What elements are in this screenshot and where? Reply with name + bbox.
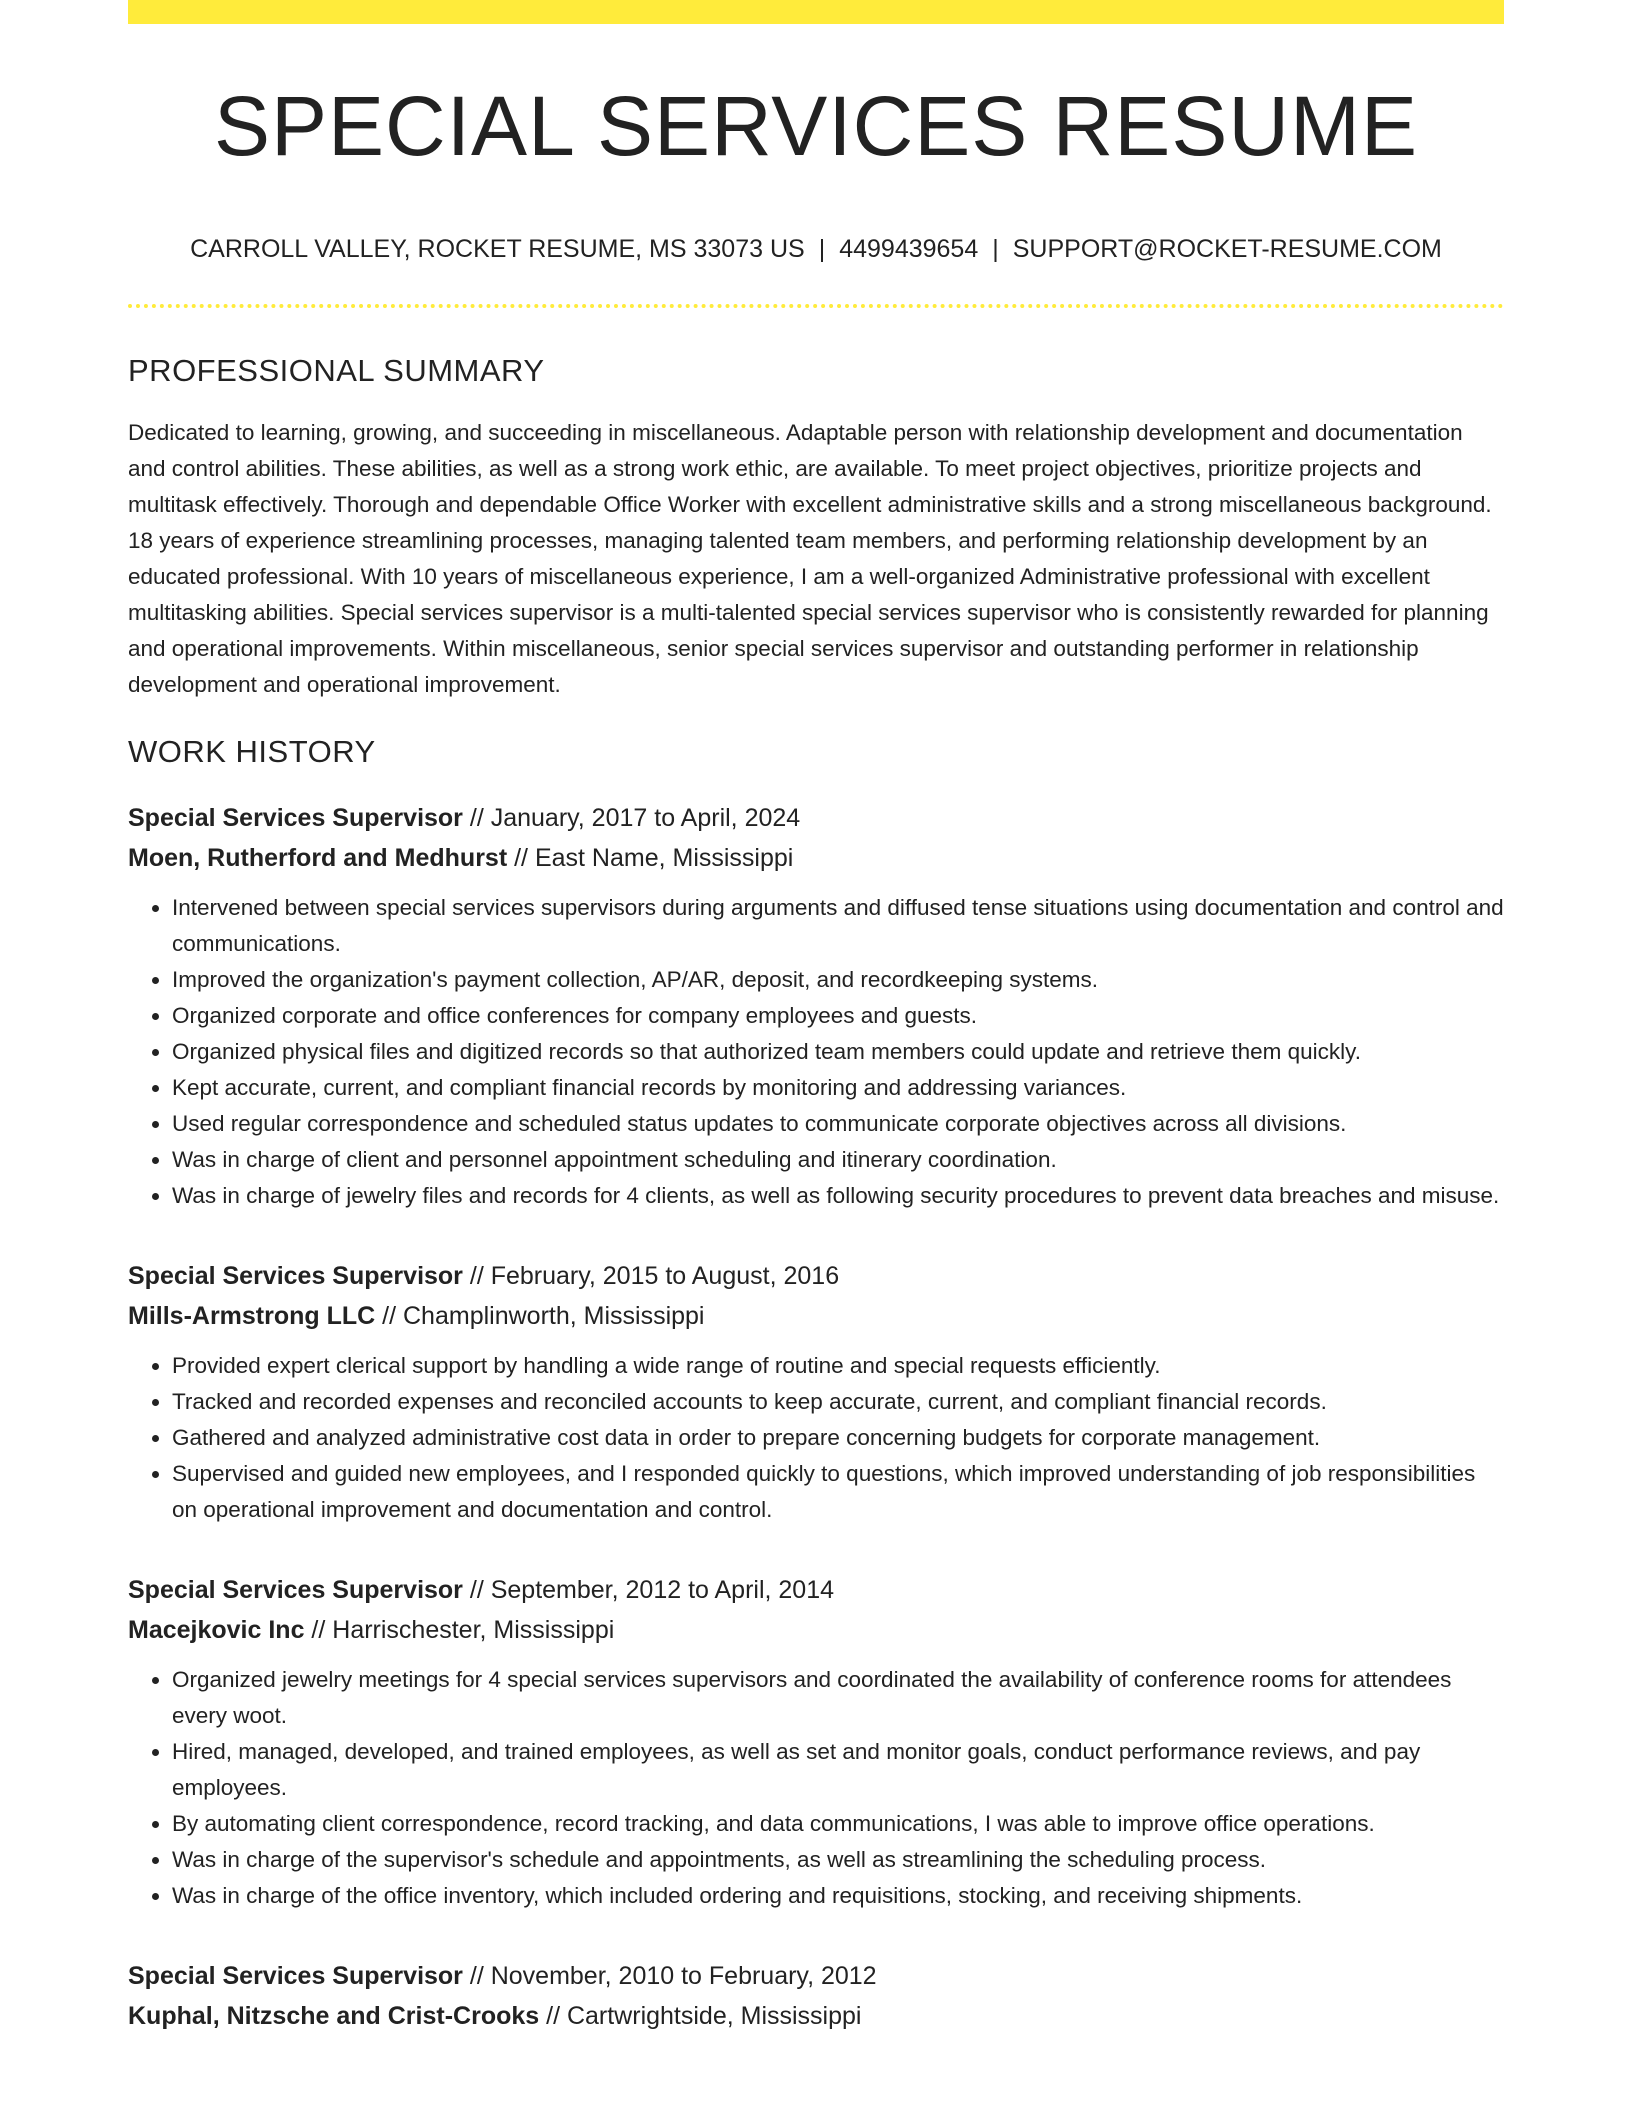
- job-location: // East Name, Mississippi: [507, 844, 794, 873]
- contact-phone: 4499439654: [839, 235, 979, 263]
- job-dates: // January, 2017 to April, 2024: [462, 804, 801, 833]
- professional-summary-section: [128, 352, 1504, 703]
- job-bullet: • Kept accurate, current, and compliant financial records by monitoring and addressing variances.: [172, 1070, 1504, 1106]
- job-company: Kuphal, Nitzsche and Crist-Crooks: [128, 2002, 540, 2031]
- job-bullet: • Supervised and guided new employees, and I responded quickly to questions, which improved understanding of job responsibilities on operational improvement and documentation and control.: [172, 1456, 1504, 1528]
- work-history-section: [128, 733, 1504, 2036]
- job-bullet: • By automating client correspondence, record tracking, and data communications, I was able to improve office operations.: [172, 1806, 1504, 1842]
- job-company: Mills-Armstrong LLC: [128, 1302, 376, 1331]
- job-entry: [128, 1256, 1504, 1528]
- summary-text: Dedicated to learning, growing, and succeeding in miscellaneous. Adaptable person with relationship development and documentation and control abilities. These abilities, as well as a strong work ethic, are available. To meet project objectives, prioritize projects and multitask effectively. Thorough and dependable Office Worker with excellent administrative skills and a strong miscellaneous background. 18 years of experience streamlining processes, managing talented team members, and performing relationship development by an educated professional. With 10 years of miscellaneous experience, I am a well-organized Administrative professional with excellent multitasking abilities. Special services supervisor is a multi-talented special services supervisor who is consistently rewarded for planning and operational improvements. Within miscellaneous, senior special services supervisor and outstanding performer in relationship development and operational improvement.: [128, 420, 1492, 698]
- contact-separator: |: [992, 235, 999, 263]
- job-location: // Cartwrightside, Mississippi: [539, 2002, 862, 2031]
- resume-title: SPECIAL SERVICES RESUME: [213, 79, 1419, 173]
- job-bullet: • Provided expert clerical support by handling a wide range of routine and special requests efficiently.: [172, 1348, 1504, 1384]
- job-company-line: [128, 838, 1504, 878]
- job-role: Special Services Supervisor: [128, 1262, 463, 1291]
- job-title-line: [128, 1570, 1504, 1610]
- job-entry: [128, 1956, 1504, 2036]
- job-location: // Harrischester, Mississippi: [304, 1616, 615, 1645]
- job-bullet: • Tracked and recorded expenses and reconciled accounts to keep accurate, current, and compliant financial records.: [172, 1384, 1504, 1420]
- job-title-line: [128, 1256, 1504, 1296]
- job-company-line: [128, 1296, 1504, 1336]
- summary-heading: PROFESSIONAL SUMMARY: [128, 353, 545, 388]
- job-bullet-list: [128, 1662, 1504, 1914]
- contact-line: [128, 234, 1504, 264]
- accent-top-bar: [128, 0, 1504, 24]
- job-bullet: • Was in charge of the office inventory, which included ordering and requisitions, stocking, and receiving shipments.: [172, 1878, 1504, 1914]
- dotted-divider: [128, 304, 1504, 308]
- job-company-line: [128, 1996, 1504, 2036]
- job-bullet: • Was in charge of jewelry files and records for 4 clients, as well as following security procedures to prevent data breaches and misuse.: [172, 1178, 1504, 1214]
- work-history-heading: WORK HISTORY: [128, 734, 376, 770]
- job-title-line: [128, 798, 1504, 838]
- job-location: // Champlinworth, Mississippi: [375, 1302, 705, 1331]
- job-bullet: • Used regular correspondence and scheduled status updates to communicate corporate objectives across all divisions.: [172, 1106, 1504, 1142]
- job-dates: // February, 2015 to August, 2016: [462, 1262, 840, 1291]
- job-role: Special Services Supervisor: [128, 804, 463, 833]
- job-bullet: • Was in charge of the supervisor's schedule and appointments, as well as streamlining the scheduling process.: [172, 1842, 1504, 1878]
- contact-separator: |: [818, 235, 826, 263]
- job-dates: // September, 2012 to April, 2014: [462, 1576, 835, 1605]
- contact-address: CARROLL VALLEY, ROCKET RESUME, MS 33073 US: [190, 235, 805, 263]
- job-bullet: • Intervened between special services supervisors during arguments and diffused tense situations using documentation and control and communications.: [172, 890, 1504, 962]
- job-company: Moen, Rutherford and Medhurst: [128, 844, 508, 873]
- job-role: Special Services Supervisor: [128, 1962, 463, 1991]
- job-bullet: • Was in charge of client and personnel appointment scheduling and itinerary coordination.: [172, 1142, 1504, 1178]
- job-bullet: • Improved the organization's payment collection, AP/AR, deposit, and recordkeeping systems.: [172, 962, 1504, 998]
- job-dates: // November, 2010 to February, 2012: [462, 1962, 877, 1991]
- job-bullet: • Gathered and analyzed administrative cost data in order to prepare concerning budgets for corporate management.: [172, 1420, 1504, 1456]
- job-company-line: [128, 1610, 1504, 1650]
- job-bullet: • Organized physical files and digitized records so that authorized team members could update and retrieve them quickly.: [172, 1034, 1504, 1070]
- job-company: Macejkovic Inc: [128, 1616, 305, 1645]
- job-bullet: • Hired, managed, developed, and trained employees, as well as set and monitor goals, conduct performance reviews, and pay employees.: [172, 1734, 1504, 1806]
- job-bullet-list: [128, 1348, 1504, 1528]
- job-entry: [128, 1570, 1504, 1914]
- job-role: Special Services Supervisor: [128, 1576, 463, 1605]
- job-bullet: • Organized jewelry meetings for 4 special services supervisors and coordinated the availability of conference rooms for attendees every woot.: [172, 1662, 1504, 1734]
- job-title-line: [128, 1956, 1504, 1996]
- job-bullet-list: [128, 890, 1504, 1214]
- job-bullet: • Organized corporate and office conferences for company employees and guests.: [172, 998, 1504, 1034]
- job-entry: [128, 798, 1504, 1214]
- contact-email: SUPPORT@ROCKET-RESUME.COM: [1012, 235, 1442, 263]
- resume-page: [128, 0, 1504, 2036]
